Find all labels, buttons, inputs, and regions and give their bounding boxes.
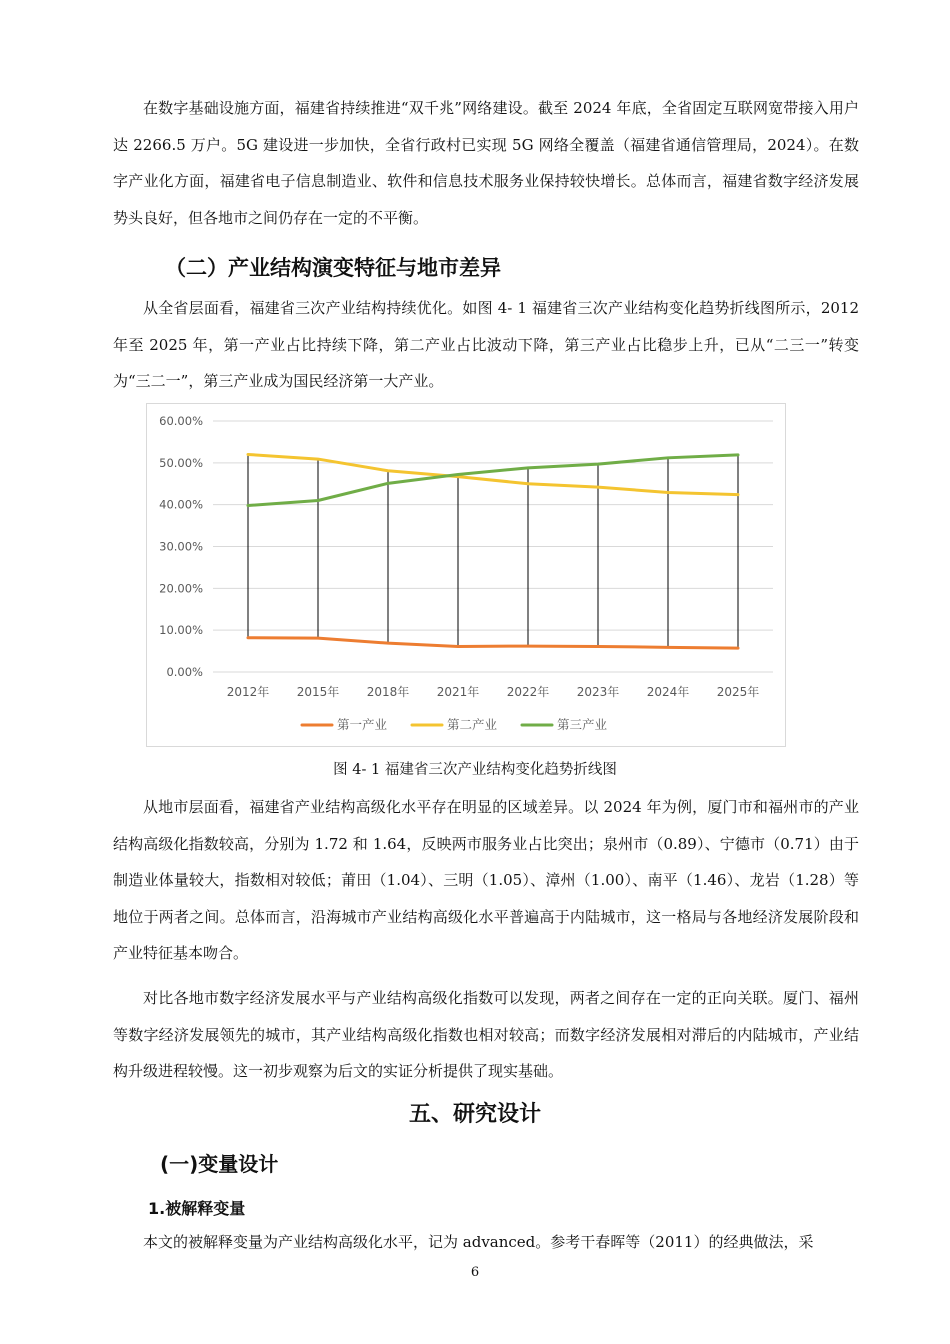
paragraph-province-structure: 从全省层面看，福建省三次产业结构持续优化。如图 4- 1 福建省三次产业结构变化趋势折线图所示，2012 年至 2025 年，第一产业占比持续下降，第二产业占比波动下降，第三产业占比稳步上升，已从“二三一”转变为“三二一”，第三产业成为国民经济第一大产业。 (113, 299, 859, 390)
line-chart (147, 404, 785, 746)
y-tick-label: 30.00% (159, 539, 203, 554)
series-line-第二产业 (248, 454, 738, 494)
page-number: 6 (470, 1265, 480, 1280)
legend-label: 第二产业 (447, 717, 498, 732)
paragraph-digital-vs-structure: 对比各地市数字经济发展水平与产业结构高级化指数可以发现，两者之间存在一定的正向关联。厦门、福州等数字经济发展领先的城市，其产业结构高级化指数也相对较高；而数字经济发展相对滞后的内陆城市，产业结构升级进程较慢。这一初步观察为后文的实证分析提供了现实基础。 (113, 989, 859, 1080)
x-tick-label: 2015年 (296, 685, 340, 699)
paragraph-digital-infrastructure: 在数字基础设施方面，福建省持续推进“双千兆”网络建设。截至 2024 年底，全省固定互联网宽带接入用户达 2266.5 万户。5G 建设进一步加快，全省行政村已实现 5G 网络全覆盖（福建省通信管理局，2024）。在数字产业化方面，福建省电子信息制造业、软件和信息技术服务业保持较快增长。总体而言，福建省数字经济发展势头良好，但各地市之间仍存在一定的不平衡。 (113, 99, 859, 227)
legend-label: 第一产业 (337, 717, 388, 732)
section-heading-industrial-structure: （二）产业结构演变特征与地市差异 (165, 256, 501, 280)
paragraph-city-differences: 从地市层面看，福建省产业结构高级化水平存在明显的区域差异。以 2024 年为例，厦门市和福州市的产业结构高级化指数较高，分别为 1.72 和 1.64，反映两市服务业占比突出；泉州市（0.89）、宁德市（0.71）由于制造业体量较大，指数相对较低；莆田（1.04）、三明（1.05）、漳州（1.00）、南平（1.46）、龙岩（1.28）等地位于两者之间。总体而言，沿海城市产业结构高级化水平普遍高于内陆城市，这一格局与各地经济发展阶段和产业特征基本吻合。 (113, 798, 859, 962)
section-heading-variable-design: (一)变量设计 (160, 1152, 279, 1176)
chart-container (146, 403, 786, 747)
x-tick-label: 2021年 (436, 685, 480, 699)
x-tick-label: 2022年 (506, 685, 550, 699)
y-tick-label: 50.00% (159, 455, 203, 470)
paragraph-dependent-variable: 本文的被解释变量为产业结构高级化水平，记为 advanced。参考干春晖等（2011）的经典做法，采 (143, 1233, 814, 1251)
y-tick-label: 0.00% (166, 665, 203, 679)
series-line-第一产业 (248, 638, 738, 648)
chapter-heading-research-design: 五、研究设计 (408, 1102, 541, 1127)
legend-label: 第三产业 (557, 717, 608, 732)
y-tick-label: 10.00% (159, 623, 203, 638)
figure-caption: 图 4- 1 福建省三次产业结构变化趋势折线图 (333, 762, 617, 778)
x-tick-label: 2025年 (716, 685, 760, 699)
x-tick-label: 2024年 (646, 685, 690, 699)
y-tick-label: 60.00% (159, 414, 203, 428)
x-tick-label: 2018年 (366, 685, 410, 699)
x-tick-label: 2023年 (576, 685, 620, 699)
y-tick-label: 20.00% (159, 581, 203, 596)
y-tick-label: 40.00% (159, 497, 203, 512)
subsection-heading-dependent-variable: 1.被解释变量 (148, 1199, 246, 1218)
x-tick-label: 2012年 (226, 685, 270, 699)
